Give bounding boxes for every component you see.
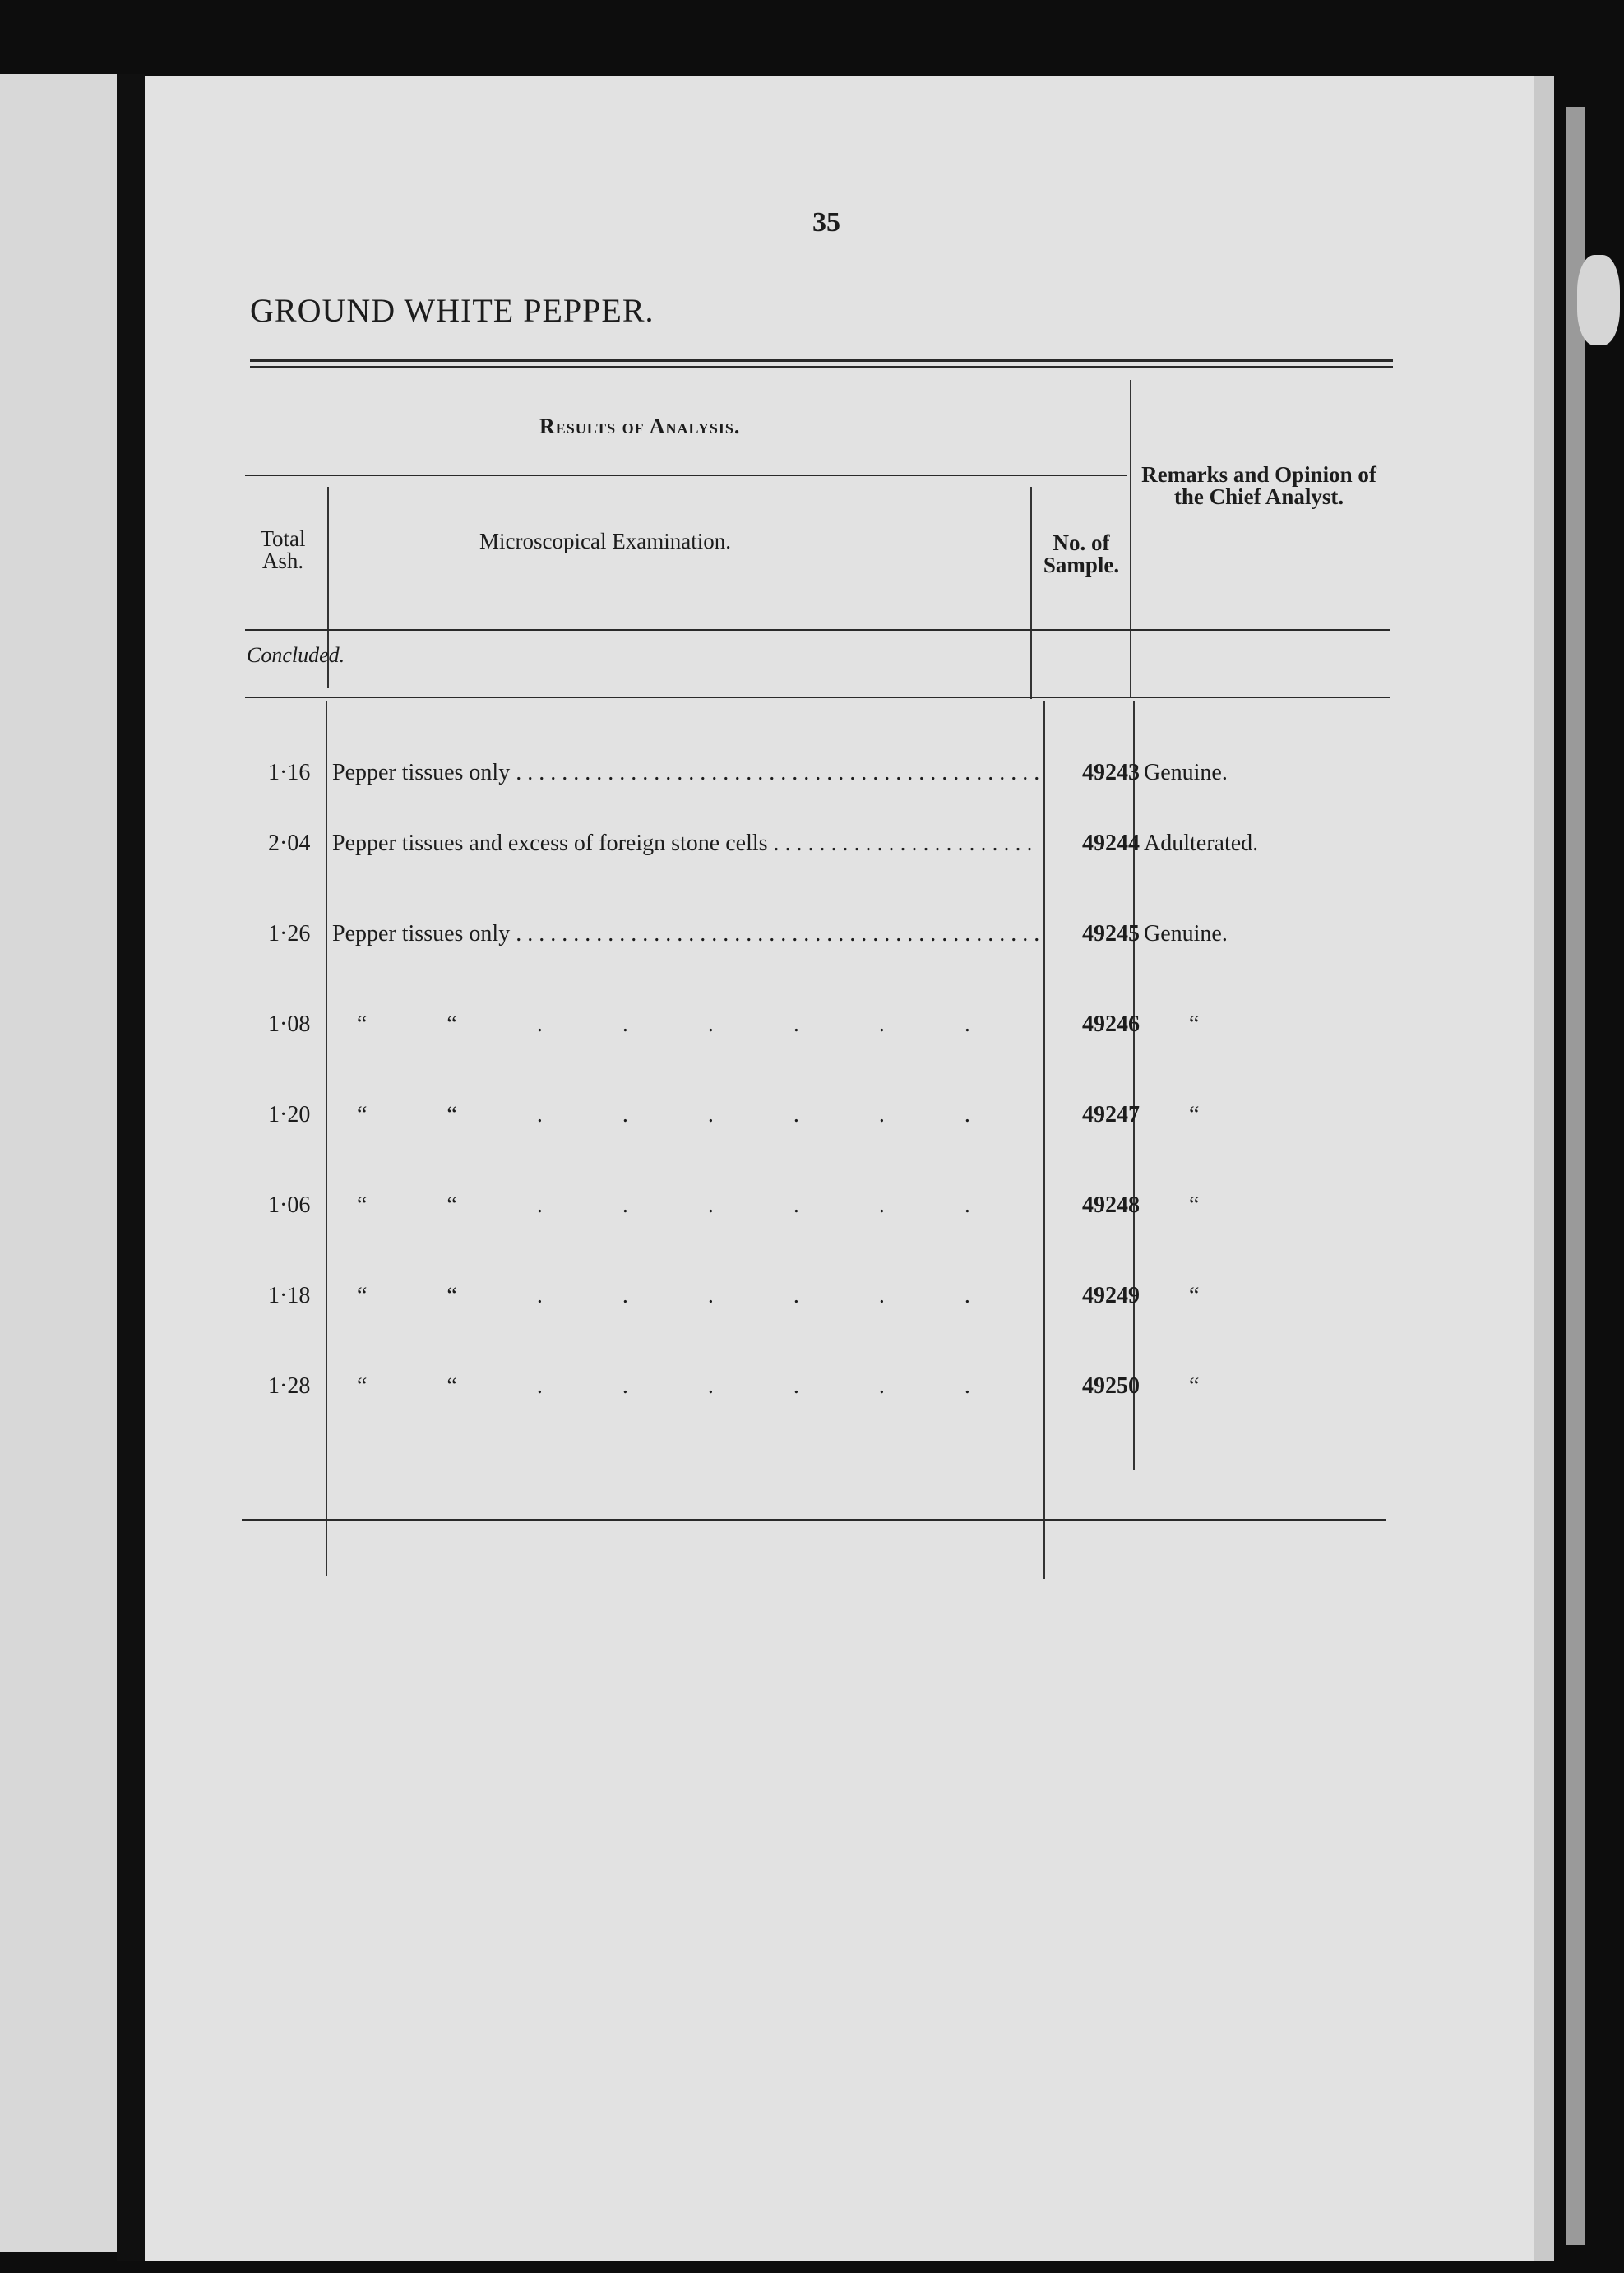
total-ash-value: 1·08 <box>268 1012 311 1037</box>
analyst-remark: Adulterated. <box>1144 831 1259 856</box>
page-edge-strip-outer <box>1566 107 1585 2245</box>
analyst-remark-ditto: “ <box>1189 1373 1200 1399</box>
sample-number: 49246 <box>1082 1012 1140 1037</box>
analyst-remark: Genuine. <box>1144 921 1228 947</box>
header-divider-remarks <box>1130 380 1131 697</box>
examination-ditto: “ “ . . . <box>332 1102 1039 1128</box>
sample-number: 49243 <box>1082 760 1140 785</box>
analyst-remark-ditto: “ <box>1189 1102 1200 1127</box>
total-ash-value: 1·20 <box>268 1102 311 1127</box>
sample-number: 49249 <box>1082 1283 1140 1308</box>
body-divider-sample <box>1043 701 1045 1579</box>
adjacent-page-edge <box>0 74 117 2252</box>
analyst-remark: Genuine. <box>1144 760 1228 785</box>
page-number: 35 <box>812 207 840 238</box>
analyst-remark-ditto: “ <box>1189 1283 1200 1308</box>
examination-text: Pepper tissues only . . . <box>332 921 1039 947</box>
examination-ditto: “ “ . . . <box>332 1012 1039 1038</box>
sample-number: 49248 <box>1082 1192 1140 1218</box>
total-ash-value: 1·06 <box>268 1192 311 1218</box>
analyst-remark-ditto: “ <box>1189 1192 1200 1218</box>
body-top-rule <box>245 697 1390 698</box>
paper-blot <box>1577 255 1620 345</box>
total-ash-value: 1·26 <box>268 921 311 947</box>
document-page <box>145 76 1534 2261</box>
sample-number: 49247 <box>1082 1102 1140 1127</box>
body-divider-remarks <box>1133 701 1135 1470</box>
table-bottom-rule <box>242 1519 1386 1521</box>
top-rule <box>250 359 1393 362</box>
continuation-note: Concluded. <box>247 643 345 667</box>
examination-text: Pepper tissues and excess of foreign stone cells . . . <box>332 831 1039 857</box>
top-rule-second <box>250 366 1393 368</box>
page-title: GROUND WHITE PEPPER. <box>250 292 655 329</box>
header-bottom-rule <box>245 629 1390 631</box>
examination-ditto: “ “ . . . <box>332 1192 1039 1219</box>
microscopical-header: Microscopical Examination. <box>479 529 731 553</box>
remarks-column-header: Remarks and Opinion of the Chief Analyst. <box>1141 462 1376 509</box>
sample-header: No. of Sample. <box>1043 530 1120 577</box>
book-gutter <box>117 74 145 2261</box>
analyst-remark-ditto: “ <box>1189 1012 1200 1037</box>
group-heading-rule <box>245 475 1127 476</box>
total-ash-value: 1·28 <box>268 1373 311 1399</box>
total-ash-value: 2·04 <box>268 831 311 856</box>
examination-text: Pepper tissues only . . . <box>332 760 1039 786</box>
page-edge-strip <box>1534 76 1554 2261</box>
results-of-analysis-heading: Results of Analysis. <box>539 414 741 438</box>
examination-ditto: “ “ . . . <box>332 1373 1039 1400</box>
examination-ditto: “ “ . . . <box>332 1283 1039 1309</box>
sample-number: 49250 <box>1082 1373 1140 1399</box>
header-divider-sample <box>1030 487 1032 699</box>
sample-number: 49244 <box>1082 831 1140 856</box>
sample-number: 49245 <box>1082 921 1140 947</box>
total-ash-value: 1·18 <box>268 1283 311 1308</box>
total-ash-header: Total Ash. <box>260 526 306 573</box>
total-ash-value: 1·16 <box>268 760 311 785</box>
